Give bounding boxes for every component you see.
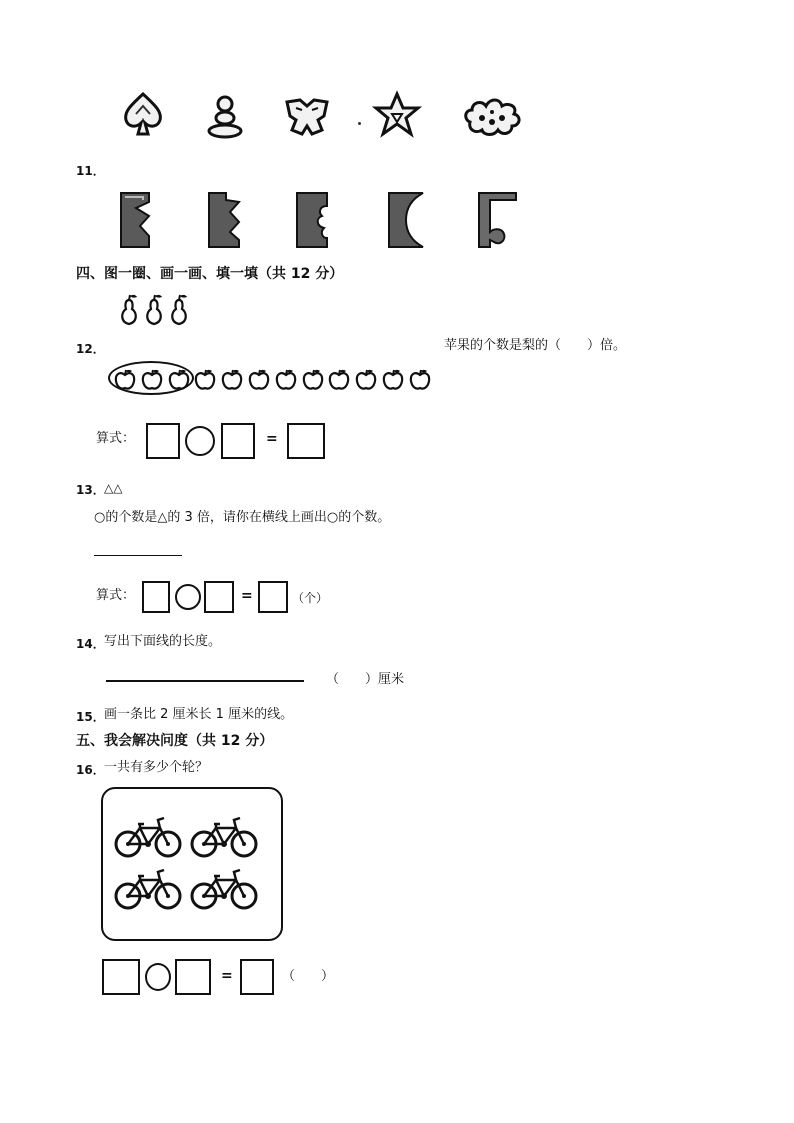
q16-answer-box-3[interactable] bbox=[240, 959, 274, 995]
q13-instruction: ○的个数是△的 3 倍，请你在横线上画出○的个数。 bbox=[94, 510, 391, 525]
q15-text: 画一条比 2 厘米长 1 厘米的线。 bbox=[104, 707, 294, 722]
puzzle-piece-round-icon bbox=[476, 190, 520, 250]
q13-formula-label: 算式： bbox=[96, 588, 136, 603]
q14-number: 14． bbox=[76, 637, 105, 651]
q12-answer-box-3[interactable] bbox=[287, 423, 325, 459]
bicycle-icon bbox=[112, 864, 184, 910]
bicycle-icon bbox=[112, 812, 184, 858]
q16-answer-box-1[interactable] bbox=[102, 959, 140, 995]
apple-icon bbox=[221, 368, 243, 392]
q12-formula-label: 算式： bbox=[96, 431, 136, 446]
section-4-title: 四、图一圈、画一画、填一填（共 12 分） bbox=[76, 266, 344, 282]
q13-answer-line[interactable] bbox=[94, 555, 182, 556]
q12-answer-box-1[interactable] bbox=[146, 423, 180, 459]
q16-answer-box-2[interactable] bbox=[175, 959, 211, 995]
pear-icon bbox=[168, 292, 190, 326]
section-5-title: 五、我会解决问度（共 12 分） bbox=[76, 733, 274, 749]
q10-shapes-row bbox=[110, 88, 540, 144]
mask-icon bbox=[282, 94, 332, 138]
q16-number: 16． bbox=[76, 763, 105, 777]
q15-number: 15． bbox=[76, 710, 105, 724]
puzzle-piece-notch-icon bbox=[206, 190, 242, 250]
puzzle-piece-crescent-icon bbox=[386, 190, 426, 250]
star-icon bbox=[372, 90, 422, 138]
pear-icon bbox=[118, 292, 140, 326]
q14-measure-line bbox=[106, 680, 304, 682]
q16-equals-sign: = bbox=[221, 968, 233, 984]
q13-equals-sign: = bbox=[241, 588, 253, 604]
q13-operator-circle[interactable] bbox=[175, 584, 201, 610]
q16-text: 一共有多少个轮？ bbox=[104, 760, 209, 775]
q12-equals-sign: = bbox=[266, 431, 278, 447]
bicycle-icon bbox=[188, 864, 260, 910]
q13-answer-box-3[interactable] bbox=[258, 581, 288, 613]
apple-icon bbox=[355, 368, 377, 392]
q14-answer: （ ）厘米 bbox=[326, 672, 405, 687]
apple-icon bbox=[194, 368, 216, 392]
q14-text: 写出下面线的长度。 bbox=[104, 634, 222, 649]
pear-row bbox=[118, 292, 208, 328]
q13-answer-box-2[interactable] bbox=[204, 581, 234, 613]
apple-icon bbox=[302, 368, 324, 392]
q11-number: 11． bbox=[76, 164, 105, 178]
q12-question: 苹果的个数是梨的（ ）倍。 bbox=[444, 338, 627, 353]
apple-group-circle bbox=[108, 361, 194, 395]
bicycle-grid bbox=[112, 812, 272, 922]
puzzle-piece-zigzag-icon bbox=[118, 190, 152, 250]
spade-icon bbox=[120, 90, 166, 138]
q13-unit: （个） bbox=[292, 591, 329, 605]
q12-answer-box-2[interactable] bbox=[221, 423, 255, 459]
q16-operator-circle[interactable] bbox=[145, 963, 171, 991]
q16-unit: （ ） bbox=[282, 969, 335, 984]
apple-icon bbox=[275, 368, 297, 392]
q13-triangles: △△ bbox=[104, 481, 123, 495]
flower-icon bbox=[462, 94, 522, 138]
pear-icon bbox=[143, 292, 165, 326]
apple-icon bbox=[248, 368, 270, 392]
apple-icon bbox=[409, 368, 431, 392]
q13-answer-box-1[interactable] bbox=[142, 581, 170, 613]
apple-icon bbox=[382, 368, 404, 392]
q12-number: 12． bbox=[76, 342, 105, 356]
apple-icon bbox=[328, 368, 350, 392]
gourd-icon bbox=[202, 92, 248, 140]
bicycle-icon bbox=[188, 812, 260, 858]
q13-number: 13． bbox=[76, 483, 105, 497]
stray-dot bbox=[358, 122, 361, 125]
q11-pieces-row bbox=[118, 190, 538, 252]
q12-operator-circle[interactable] bbox=[185, 426, 215, 456]
puzzle-piece-bump-icon bbox=[294, 190, 330, 250]
